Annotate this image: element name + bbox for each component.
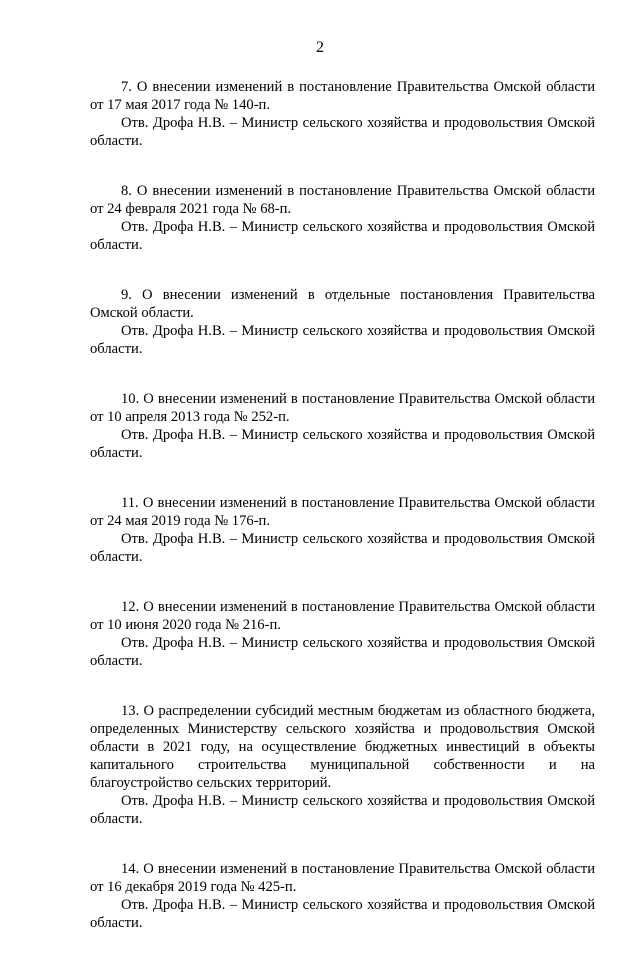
agenda-list <box>90 78 595 964</box>
agenda-item-responsible: Отв. Дрофа Н.В. – Министр сельского хозяйства и продовольствия Омской области. <box>90 323 595 357</box>
agenda-item-12 <box>90 598 595 670</box>
agenda-item-responsible: Отв. Дрофа Н.В. – Министр сельского хозяйства и продовольствия Омской области. <box>90 897 595 931</box>
agenda-item-text: 12. О внесении изменений в постановление Правительства Омской области от 10 июня 2020 года № 216-п. <box>90 599 595 633</box>
agenda-item-responsible: Отв. Дрофа Н.В. – Министр сельского хозяйства и продовольствия Омской области. <box>90 793 595 827</box>
page-number: 2 <box>316 39 324 56</box>
agenda-item-text: 10. О внесении изменений в постановление Правительства Омской области от 10 апреля 2013 года № 252-п. <box>90 391 595 425</box>
agenda-item-8 <box>90 182 595 254</box>
agenda-item-text: 11. О внесении изменений в постановление Правительства Омской области от 24 мая 2019 года № 176-п. <box>90 495 595 529</box>
agenda-item-text: 9. О внесении изменений в отдельные постановления Правительства Омской области. <box>90 287 595 321</box>
agenda-item-responsible: Отв. Дрофа Н.В. – Министр сельского хозяйства и продовольствия Омской области. <box>90 115 595 149</box>
agenda-item-11 <box>90 494 595 566</box>
agenda-item-text: 8. О внесении изменений в постановление Правительства Омской области от 24 февраля 2021 года № 68-п. <box>90 183 595 217</box>
agenda-item-9 <box>90 286 595 358</box>
agenda-item-responsible: Отв. Дрофа Н.В. – Министр сельского хозяйства и продовольствия Омской области. <box>90 635 595 669</box>
agenda-item-13 <box>90 702 595 828</box>
agenda-item-text: 13. О распределении субсидий местным бюджетам из областного бюджета, определенных Министерству сельского хозяйства и продовольствия Омской области в 2021 году, на осуществление бюджетных инвестиций в объекты капитального строительства муниципальной собственности и на благоустройство сельских территорий. <box>90 703 595 791</box>
agenda-item-responsible: Отв. Дрофа Н.В. – Министр сельского хозяйства и продовольствия Омской области. <box>90 219 595 253</box>
agenda-item-responsible: Отв. Дрофа Н.В. – Министр сельского хозяйства и продовольствия Омской области. <box>90 531 595 565</box>
agenda-item-7 <box>90 78 595 150</box>
agenda-item-responsible: Отв. Дрофа Н.В. – Министр сельского хозяйства и продовольствия Омской области. <box>90 427 595 461</box>
agenda-item-text: 14. О внесении изменений в постановление Правительства Омской области от 16 декабря 2019 года № 425-п. <box>90 861 595 895</box>
agenda-item-10 <box>90 390 595 462</box>
agenda-item-14 <box>90 860 595 932</box>
agenda-item-text: 7. О внесении изменений в постановление Правительства Омской области от 17 мая 2017 года № 140-п. <box>90 79 595 113</box>
